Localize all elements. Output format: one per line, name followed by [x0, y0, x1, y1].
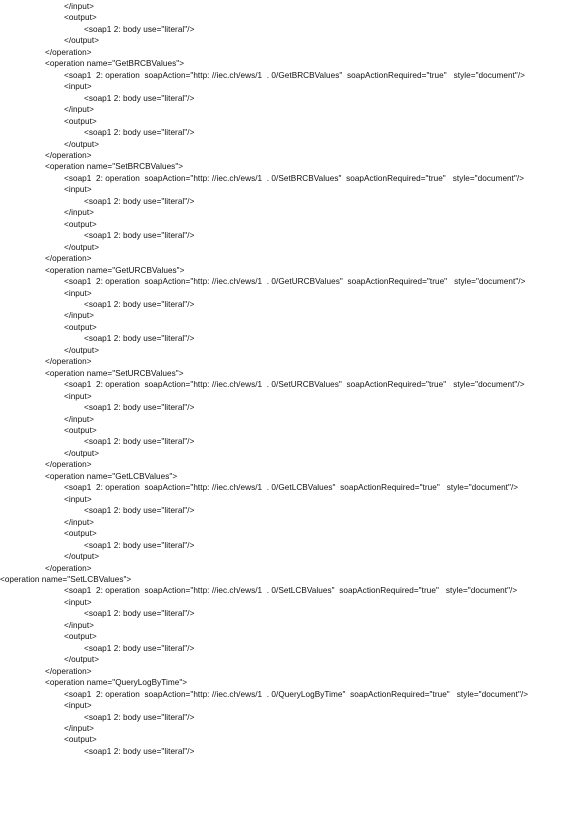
- code-line: </input>: [64, 517, 94, 527]
- code-line: </operation>: [45, 460, 92, 470]
- code-line: </output>: [64, 552, 100, 562]
- code-line: <soap1 2: operation soapAction="http: //iec.ch/ews/1 . 0/GetBRCBValues" soapActionRequired="true" style="document"/>: [64, 70, 525, 80]
- code-line: </operation>: [45, 150, 92, 160]
- code-line: </operation>: [45, 666, 92, 676]
- code-line: </input>: [64, 105, 94, 115]
- code-line: </output>: [64, 36, 100, 46]
- code-line: <input>: [64, 494, 92, 504]
- code-line: <soap1 2: operation soapAction="http: //iec.ch/ews/1 . 0/GetLCBValues" soapActionRequired="true" style="document"/>: [64, 483, 519, 493]
- code-line: </output>: [64, 345, 100, 355]
- code-line: </output>: [64, 139, 100, 149]
- code-line: <output>: [64, 632, 97, 642]
- code-line: </output>: [64, 242, 100, 252]
- code-line: </input>: [64, 311, 94, 321]
- code-line: <input>: [64, 82, 92, 92]
- code-line: <soap1 2: operation soapAction="http: //iec.ch/ews/1 . 0/SetLCBValues" soapActionRequired="true" style="document"/>: [64, 586, 518, 596]
- code-line: <soap1 2: body use="literal"/>: [84, 746, 195, 756]
- code-line: <output>: [64, 735, 97, 745]
- code-line: <soap1 2: operation soapAction="http: //iec.ch/ews/1 . 0/SetURCBValues" soapActionRequired="true" style="document"/>: [64, 380, 525, 390]
- code-line: <soap1 2: body use="literal"/>: [84, 231, 195, 241]
- code-line: <operation name="QueryLogByTime">: [45, 678, 188, 688]
- code-line: <soap1 2: body use="literal"/>: [84, 609, 195, 619]
- code-line: </operation>: [45, 47, 92, 57]
- code-line: <soap1 2: body use="literal"/>: [84, 403, 195, 413]
- code-line: <soap1 2: body use="literal"/>: [84, 540, 195, 550]
- code-line: <soap1 2: body use="literal"/>: [84, 196, 195, 206]
- code-line: <soap1 2: body use="literal"/>: [84, 712, 195, 722]
- code-line: </output>: [64, 448, 100, 458]
- code-line: <input>: [64, 185, 92, 195]
- code-line: <input>: [64, 597, 92, 607]
- code-line: <soap1 2: body use="literal"/>: [84, 643, 195, 653]
- code-line: <soap1 2: operation soapAction="http: //iec.ch/ews/1 . 0/SetBRCBValues" soapActionRequired="true" style="document"/>: [64, 173, 525, 183]
- code-line: </input>: [64, 723, 94, 733]
- code-line: <input>: [64, 701, 92, 711]
- code-line: <operation name="GetBRCBValues">: [45, 59, 185, 69]
- code-line: <operation name="SetBRCBValues">: [45, 162, 184, 172]
- code-line: <operation name="GetLCBValues">: [45, 471, 178, 481]
- code-line: </operation>: [45, 254, 92, 264]
- code-line: <soap1 2: body use="literal"/>: [84, 437, 195, 447]
- code-line: </input>: [64, 620, 94, 630]
- code-line: <soap1 2: operation soapAction="http: //iec.ch/ews/1 . 0/QueryLogByTime" soapActionRequired="true" style="document"/>: [64, 689, 529, 699]
- code-line: <soap1 2: body use="literal"/>: [84, 93, 195, 103]
- code-line: <output>: [64, 529, 97, 539]
- code-line: </input>: [64, 208, 94, 218]
- code-line: <output>: [64, 116, 97, 126]
- code-line: </output>: [64, 655, 100, 665]
- code-line: <output>: [64, 426, 97, 436]
- code-line: <soap1 2: body use="literal"/>: [84, 299, 195, 309]
- code-line: <output>: [64, 322, 97, 332]
- code-line: <operation name="SetLCBValues">: [0, 575, 132, 584]
- code-line: <operation name="GetURCBValues">: [45, 265, 185, 275]
- code-line: </operation>: [45, 357, 92, 367]
- code-line: </operation>: [45, 563, 92, 573]
- code-line: </input>: [64, 414, 94, 424]
- code-line: <soap1 2: body use="literal"/>: [84, 128, 195, 138]
- code-line: <output>: [64, 219, 97, 229]
- code-line: <soap1 2: body use="literal"/>: [84, 506, 195, 516]
- code-line: <soap1 2: body use="literal"/>: [84, 24, 195, 34]
- code-line: </input>: [64, 2, 94, 11]
- code-line: <input>: [64, 288, 92, 298]
- code-line: <soap1 2: operation soapAction="http: //iec.ch/ews/1 . 0/GetURCBValues" soapActionRequired="true" style="document"/>: [64, 277, 526, 287]
- code-line: <output>: [64, 13, 97, 23]
- code-line: <soap1 2: body use="literal"/>: [84, 334, 195, 344]
- code-line: <operation name="SetURCBValues">: [45, 368, 184, 378]
- code-line: <input>: [64, 391, 92, 401]
